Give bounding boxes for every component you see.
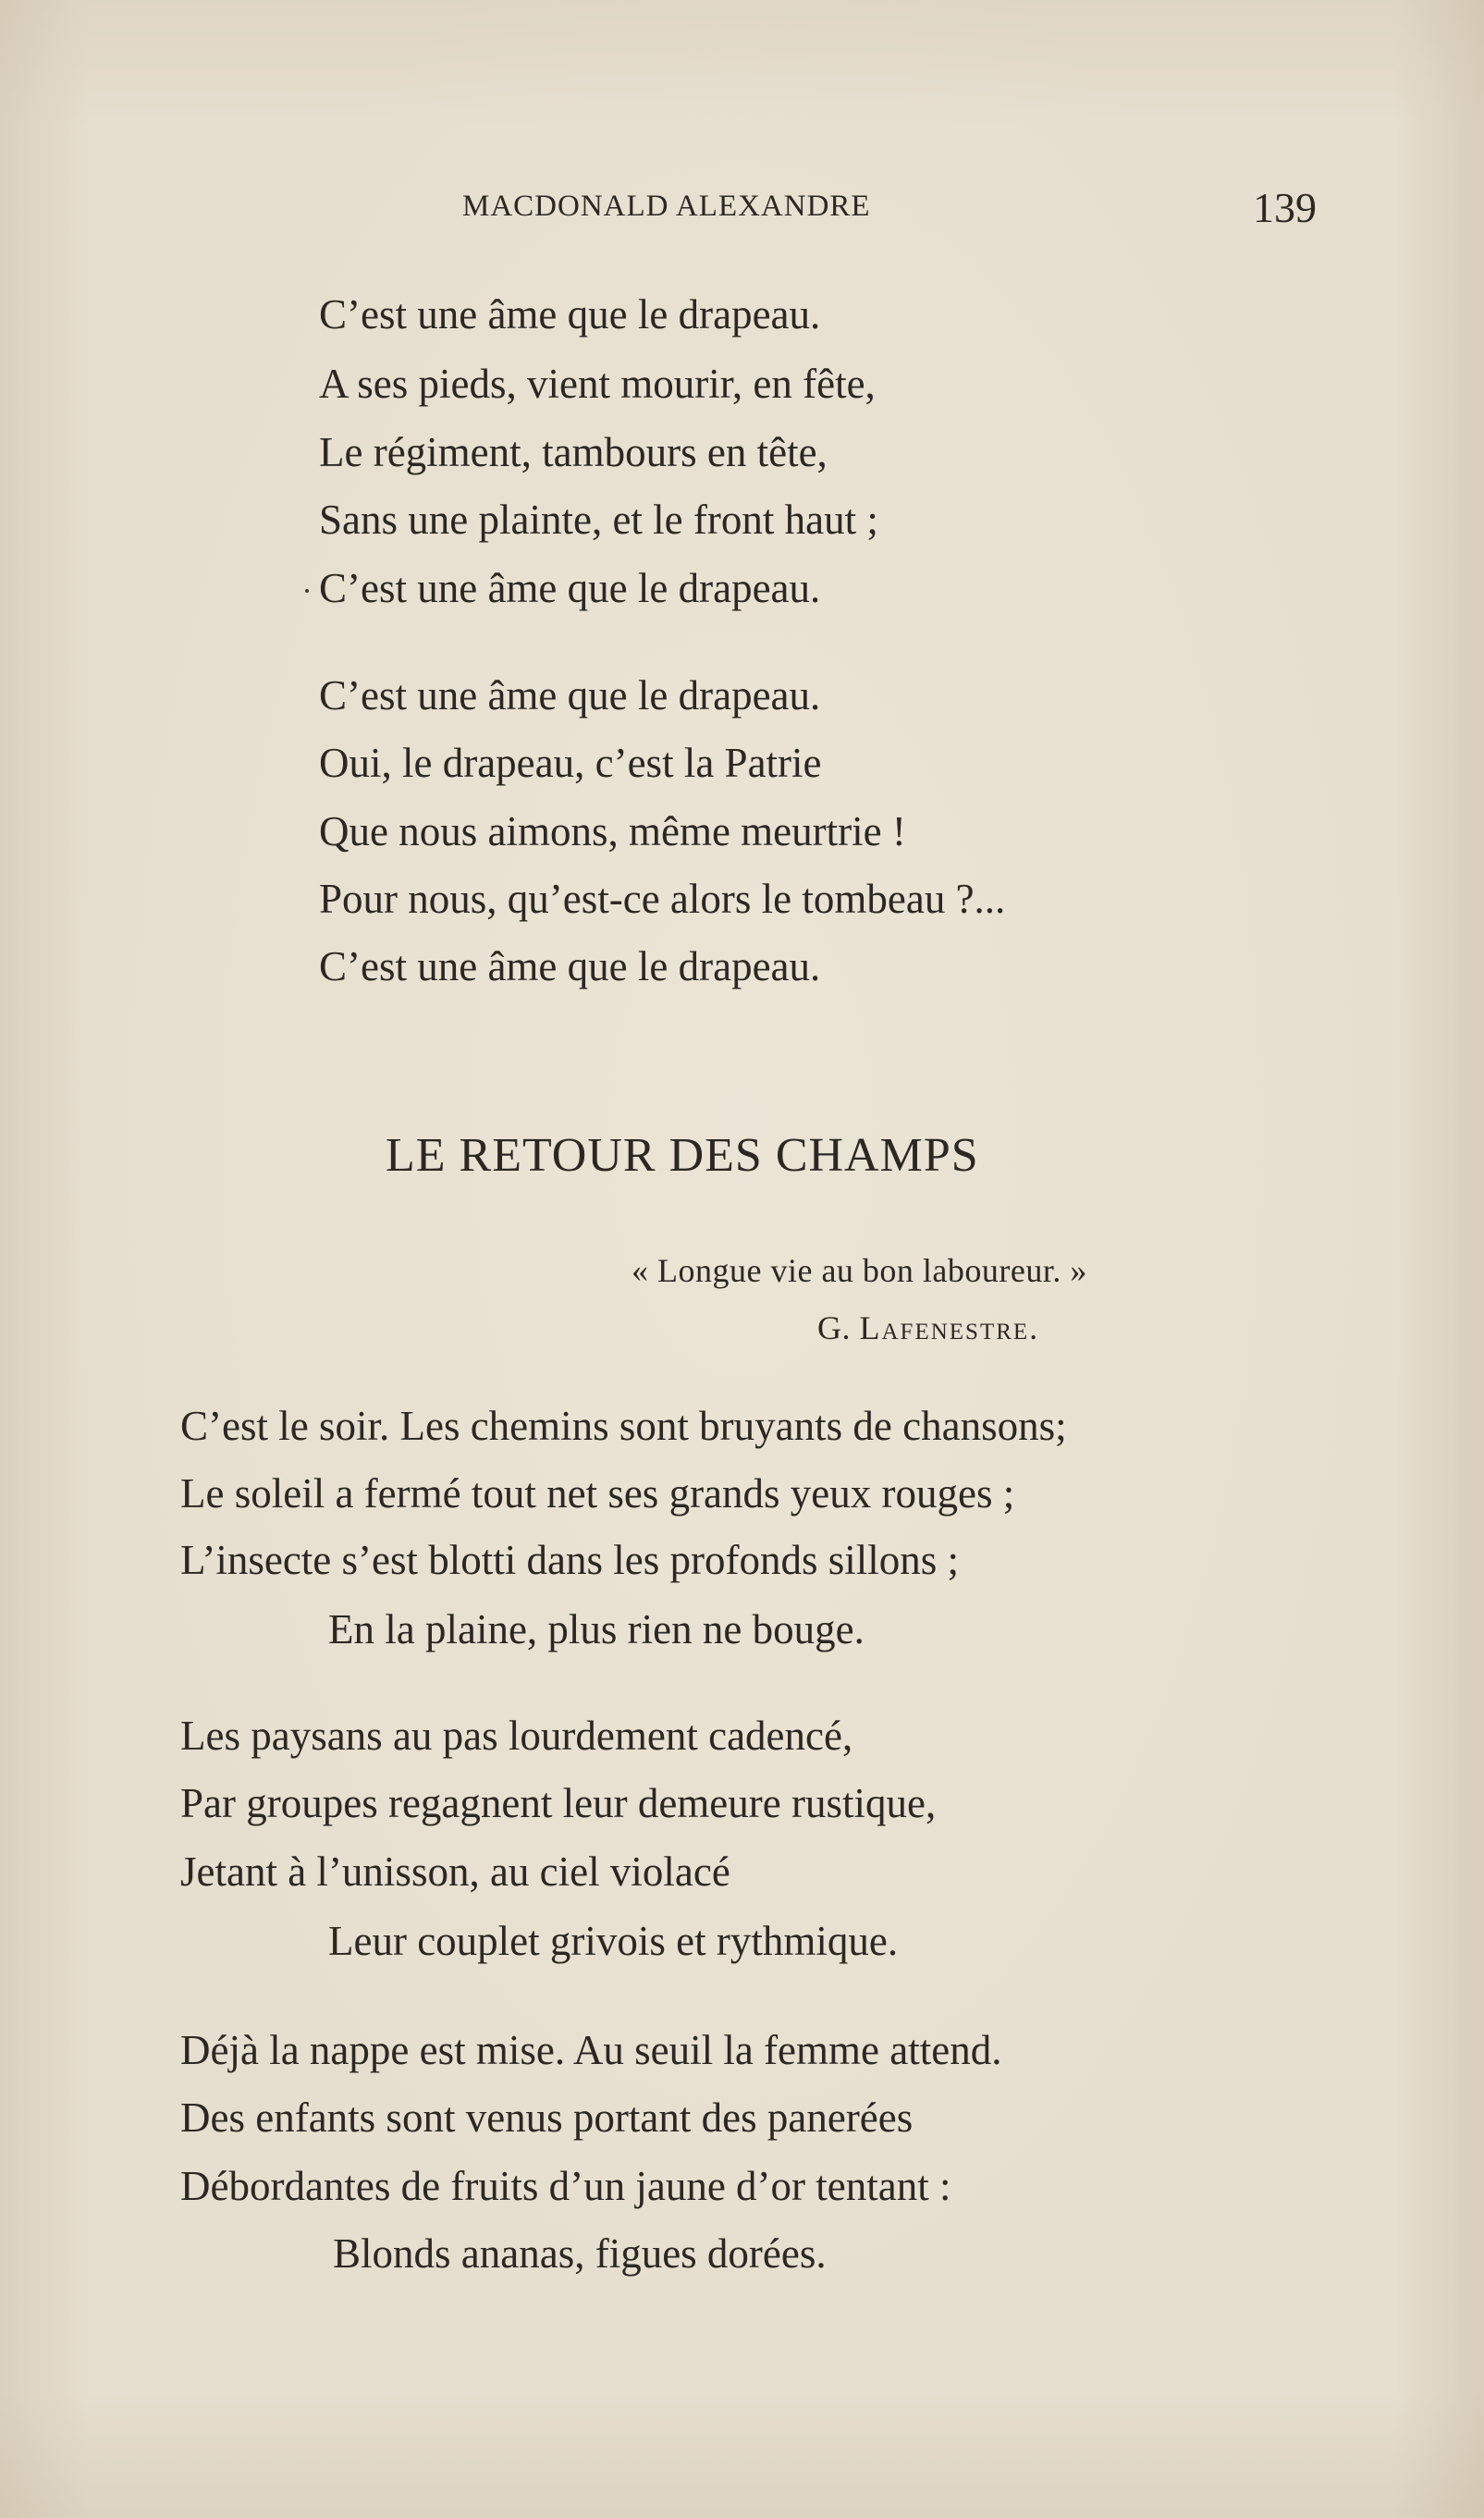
epigraph-author-name: Lafenestre.: [859, 1309, 1040, 1346]
verse-line: Débordantes de fruits d’un jaune d’or tentant :: [180, 2163, 951, 2209]
epigraph-author-initial: G.: [817, 1309, 851, 1346]
verse-line: Blonds ananas, figues dorées.: [333, 2230, 827, 2277]
verse-line: L’insecte s’est blotti dans les profonds sillons ;: [180, 1537, 960, 1583]
verse-line: Que nous aimons, même meurtrie !: [319, 808, 906, 854]
epigraph-quote: « Longue vie au bon laboureur. »: [632, 1252, 1087, 1289]
verse-line: En la plaine, plus rien ne bouge.: [328, 1606, 865, 1652]
verse-line: Par groupes regagnent leur demeure rustique,: [180, 1780, 937, 1826]
verse-line: A ses pieds, vient mourir, en fête,: [319, 361, 876, 407]
verse-line: Jetant à l’unisson, au ciel violacé: [180, 1849, 730, 1895]
poem-title: LE RETOUR DES CHAMPS: [386, 1129, 979, 1182]
verse-line: Le soleil a fermé tout net ses grands yeux rouges ;: [180, 1470, 1015, 1517]
verse-line: Déjà la nappe est mise. Au seuil la femme attend.: [180, 2027, 1002, 2073]
verse-line: Pour nous, qu’est-ce alors le tombeau ?...: [319, 876, 1006, 922]
page-number: 139: [1253, 184, 1317, 231]
epigraph-author: [817, 1308, 1039, 1347]
verse-line: Leur couplet grivois et rythmique.: [328, 1918, 899, 1964]
verse-line: C’est une âme que le drapeau.: [319, 672, 821, 719]
verse-line: C’est une âme que le drapeau.: [319, 943, 821, 989]
verse-line: Sans une plainte, et le front haut ;: [319, 497, 878, 543]
verse-line: Le régiment, tambours en tête,: [319, 429, 828, 475]
verse-line: C’est le soir. Les chemins sont bruyants de chansons;: [180, 1403, 1067, 1449]
verse-line: C’est une âme que le drapeau.: [319, 291, 821, 338]
ink-speck: [305, 589, 309, 593]
verse-line: Les paysans au pas lourdement cadencé,: [180, 1713, 853, 1759]
running-head: MACDONALD ALEXANDRE: [462, 190, 871, 223]
verse-line: Oui, le drapeau, c’est la Patrie: [319, 740, 822, 786]
verse-line: C’est une âme que le drapeau.: [319, 565, 821, 611]
verse-line: Des enfants sont venus portant des panerées: [180, 2094, 914, 2141]
